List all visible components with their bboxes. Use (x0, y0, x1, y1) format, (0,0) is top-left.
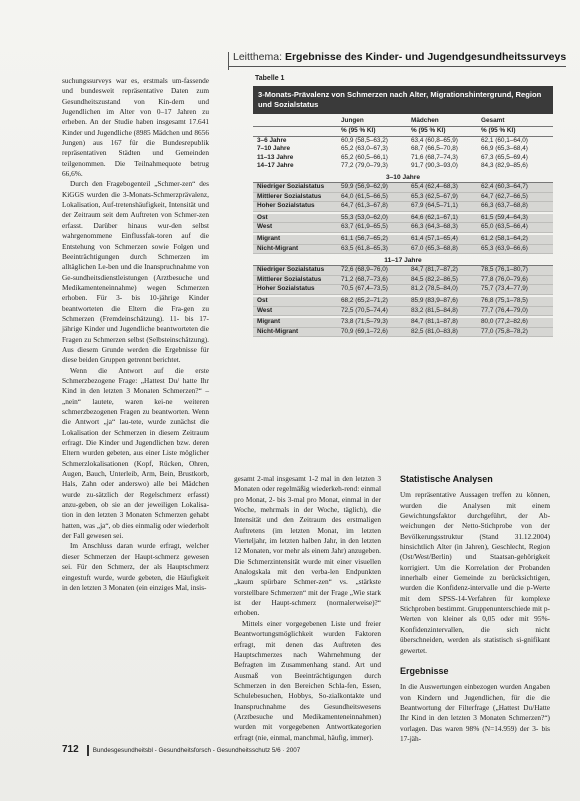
header-cell: Jungen (341, 117, 364, 124)
table-row (253, 162, 553, 171)
table-cell: 71,2 (68,7–73,6) (341, 275, 388, 283)
table-cell: 83,2 (81,5–84,8) (411, 306, 458, 314)
page-footer (62, 744, 562, 756)
table-row (253, 235, 553, 245)
table-cell: 64,0 (61,5–66,5) (341, 192, 388, 200)
table-cell: Hoher Sozialstatus (257, 285, 315, 293)
table-cell: 85,9 (83,9–87,6) (411, 296, 458, 304)
table-cell: 84,7 (81,1–87,8) (411, 318, 458, 326)
paragraph: Mittels einer vorgegebenen Liste und freier Beantwortungsmöglichkeit wurden Faktoren erfragt, mit denen das Auftreten des Hauptschmerzes nach Wahrnehmung der Befragten im Zusammenhang stand. Art und Ausmaß von Beeinträchtigungen durch Schmerzen in den Bereichen Schla-fen, Essen, Schulebesuchen, Hobbys, So-zialkontakte und Inanspruchnahme des Gesundheitswesens (Arztbesuche und Medikamenteneinnahmen) wurden mit vorgegebenen Antwortkategorien erfragt (nie, einmal, manchmal, häufig, immer). (234, 618, 381, 742)
table-cell: 61,4 (57,1–65,4) (411, 234, 458, 242)
table-cell: 80,0 (77,2–82,6) (481, 318, 528, 326)
table-cell: 62,1 (60,1–64,0) (481, 136, 528, 144)
table-cell: 72,5 (70,5–74,4) (341, 306, 388, 314)
header-divider (228, 52, 229, 70)
footer-citation: Bundesgesundheitsbl - Gesundheitsforsch - Gesundheitsschutz 5/6 · 2007 (92, 747, 301, 754)
table-cell: 65,3 (63,9–66,6) (481, 244, 528, 252)
paragraph: Im Anschluss daran wurde erfragt, welcher dieser Schmerzen der Haupt-schmerz gewesen sei. Für den Schmerz, der als Hauptschmerz eingestuft wurde, wurde gebeten, die Häufigkeit in den letzten 3 Monaten (ein einziges Mal, insis- (62, 541, 209, 592)
table-cell: 64,6 (62,1–67,1) (411, 213, 458, 221)
table-cell: Nicht-Migrant (257, 327, 299, 335)
table-row (253, 193, 553, 203)
table-cell: Nicht-Migrant (257, 244, 299, 252)
table-row (253, 297, 553, 307)
paragraph: Um repräsentative Aussagen treffen zu können, wurden die Analysen mit einem Gewichtungsfaktor durchgeführt, der Ab-weichungen der Netto-Stichprobe von der Bevölkerungsstruktur (Stand 31.12.2004) hinsichtlich Alter (in Jahren), Geschlecht, Region (Ost/West/Berlin) und Staatsan-gehörigkeit korrigiert. Um die Korrelation der Probanden innerhalb einer Gemeinde zu berücksichtigen, wurden die Konfidenz-intervalle und die p-Werte mit dem SPSS-14-Verfahren für komplexe Stichproben bestimmt. Gruppenunterschiede mit p-Werten von kleiner als 0,05 oder mit 95%-Konfidenzintervallen, die sich nicht überschneiden, werden als statistisch si-gnifikant gewertet. (400, 490, 550, 655)
table-row (253, 137, 553, 146)
table-cell: 65,4 (62,4–68,3) (411, 182, 458, 190)
header-cell: Mädchen (411, 117, 439, 124)
table-1 (253, 72, 553, 339)
header-cell: Gesamt (481, 117, 505, 124)
table-header (253, 114, 553, 127)
table-cell: Ost (257, 296, 268, 304)
table-row (253, 328, 553, 338)
subheader-cell: % (95 % KI) (411, 127, 446, 134)
table-cell: West (257, 306, 273, 314)
table-row (253, 318, 553, 328)
table-cell: Mittlerer Sozialstatus (257, 275, 322, 283)
table-cell: 73,8 (71,5–79,3) (341, 318, 388, 326)
row-block (253, 137, 553, 171)
table-row (253, 154, 553, 163)
group-heading: 3–10 Jahre (253, 173, 553, 183)
paragraph: suchungssurveys war es, erstmals um-fassende und bundesweit repräsentative Daten zum Gesundheitszustand von Kin-dern und Jugendlichen im Alter von 0–17 Jahren zu erheben. An der Studie haben insgesamt 17.641 Kinder und Jugendliche (8985 Mädchen und 8656 Jungen) aus 167 für die Bundesrepublik repräsentativen Städten und Gemeinden teilgenommen. Die Teilnahmequote betrug 66,6%. (62, 76, 209, 179)
header-rule (228, 66, 566, 67)
table-cell: 72,6 (68,9–76,0) (341, 266, 388, 274)
table-cell: 66,3 (63,7–68,8) (481, 202, 528, 210)
table-cell: 61,2 (58,1–64,2) (481, 234, 528, 242)
table-row (253, 245, 553, 255)
table-cell: Ost (257, 213, 268, 221)
header-cell (253, 117, 341, 124)
table-cell: 82,5 (81,0–83,8) (411, 327, 458, 335)
table-cell: 84,5 (82,2–86,5) (411, 275, 458, 283)
table-cell: 66,9 (65,3–68,4) (481, 145, 528, 153)
table-row (253, 202, 553, 212)
paragraph: Wenn die Antwort auf die erste Schmerzbezogene Frage: „Hattest Du/ hatte Ihr Kind in den letzten 3 Monaten Schmerzen?“ – „nein“ lautete, waren kei-ne weiteren schmerzbezogenen Fragen zu beantworten. Wenn die Antwort „ja“ lau-tete, wurde zunächst die Lokalisation der Schmerzen in diesem Zeitraum erfragt. Die Kinder und Jugendlichen bzw. deren Eltern wurden gebeten, aus einer Liste möglicher Schmerzlokalisationen (Kopf, Rücken, Ohren, Augen, Bauch, Unterleib, Arm, Bein, Brustkorb, Hals, Zahn oder anderswo) alle bei Mädchen wurde zu-sätzlich der Regelschmerz erfasst) anzu-geben, ob sie an der jeweiligen Lokalisa-tion in den letzten 3 Monaten Schmerzen gehabt hatten, was „ja“, ob dies einmalig oder wiederholt der Fall gewesen sei. (62, 365, 209, 541)
table-cell: 67,9 (64,5–71,1) (411, 202, 458, 210)
table-row (253, 145, 553, 154)
header-title: Ergebnisse des Kinder- und Jugendgesundheitssurveys (284, 51, 567, 63)
table-row (253, 285, 553, 295)
table-cell: 84,7 (81,7–87,2) (411, 266, 458, 274)
table-title: 3-Monats-Prävalenz von Schmerzen nach Alter, Migrationshintergrund, Region und Sozialstatus (253, 86, 553, 114)
table-row (253, 307, 553, 317)
table-cell: Migrant (257, 318, 281, 326)
group-heading: 11–17 Jahre (253, 256, 553, 266)
table-cell: 75,7 (73,4–77,9) (481, 285, 528, 293)
table-row (253, 214, 553, 224)
table-cell: 67,3 (65,5–69,4) (481, 153, 528, 161)
table-cell: 62,4 (60,3–64,7) (481, 182, 528, 190)
table-row (253, 276, 553, 286)
table-cell: 70,9 (69,1–72,6) (341, 327, 388, 335)
section-heading: Ergebnisse (400, 665, 449, 676)
table-cell: 67,0 (65,3–68,8) (411, 244, 458, 252)
table-cell: 68,2 (65,2–71,2) (341, 296, 388, 304)
table-cell: 77,7 (76,4–79,0) (481, 306, 528, 314)
table-cell: 81,2 (78,5–84,0) (411, 285, 458, 293)
table-cell: 77,8 (76,0–79,6) (481, 275, 528, 283)
table-cell: 65,2 (63,0–67,3) (341, 145, 388, 153)
table-cell: 63,7 (61,9–65,5) (341, 223, 388, 231)
paragraph: In die Auswertungen einbezogen wurden Angaben von Kindern und Jugendlichen, für die die Beantwortung der Filterfrage („Hattest Du/Hatte Ihr Kind in den letzten 3 Monaten Schmerzen?“) vorlagen. Das waren 98% (N=14.959) der 3- bis 17-jäh- (400, 682, 550, 743)
row-block (253, 266, 553, 295)
table-label: Tabelle 1 (255, 75, 285, 82)
table-cell: 77,0 (75,8–78,2) (481, 327, 528, 335)
footer-bar (87, 745, 89, 756)
table-cell: 71,6 (68,7–74,3) (411, 153, 458, 161)
table-cell: Niedriger Sozialstatus (257, 266, 325, 274)
table-subheader (253, 127, 553, 137)
table-cell: 65,3 (62,5–67,9) (411, 192, 458, 200)
row-block (253, 235, 553, 254)
section-heading: Statistische Analysen (400, 474, 493, 484)
paragraph: Durch den Fragebogenteil „Schmer-zen“ des KiGGS wurden die 3-Monats-Schmerzprävalenz, Lokalisation, Auf-tretenshäufigkeit, Intensität und der Zeitraum seit dem Auftreten von Schmer-zen erfasst. Darüber hinaus wur-den selbst wahrgenommene Einflussfak-toren auf die Entstehung von Schmerzen sowie Folgen und Beeinträchtigungen durch Schmerzen im alltäglichen Le-ben und die Inanspruchnahme von Ge-sundheitsdienstleistungen (Arztbesuche und Medikamenteneinnahme) wegen Schmerzen erhoben. Für 3- bis 10-jährige Kinder beantworteten die Eltern die Fra-gen zu Schmerzen (Fremdeinschätzung). 11- bis 17-jährige Kinder und Jugendliche beantworteten die Fragen zu Schmerzen selbst (Selbsteinschätzung). Aus diesem Grunde werden die Ergebnisse für diese beiden Gruppen getrennt berichtet. (62, 179, 209, 365)
table-cell: 84,3 (82,9–85,6) (481, 162, 528, 170)
table-cell: 91,7 (90,3–93,0) (411, 162, 458, 170)
table-cell: 3–6 Jahre (257, 136, 287, 144)
subheader-cell: % (95 % KI) (341, 127, 376, 134)
row-gap (253, 337, 553, 339)
table-row (253, 183, 553, 193)
table-cell: 76,8 (75,1–78,5) (481, 296, 528, 304)
table-cell: 66,3 (64,3–68,3) (411, 223, 458, 231)
row-block (253, 214, 553, 233)
text-column-left (62, 76, 209, 593)
table-cell: 65,0 (63,5–66,4) (481, 223, 528, 231)
table-cell: Hoher Sozialstatus (257, 202, 315, 210)
table-cell: 64,7 (62,7–66,5) (481, 192, 528, 200)
table-cell: 65,2 (60,5–66,1) (341, 153, 388, 161)
row-block (253, 297, 553, 316)
row-block (253, 318, 553, 337)
table-cell: 55,3 (53,0–62,0) (341, 213, 388, 221)
text-column-middle (234, 474, 381, 743)
table-cell: 7–10 Jahre (257, 145, 291, 153)
page-number: 712 (62, 744, 79, 755)
table-cell: 78,5 (76,1–80,7) (481, 266, 528, 274)
table-cell: 59,9 (56,9–62,9) (341, 182, 388, 190)
table-cell: 14–17 Jahre (257, 162, 294, 170)
table-cell: 60,9 (58,5–63,2) (341, 136, 388, 144)
subheader-cell (253, 127, 341, 136)
table-cell: 61,1 (56,7–65,2) (341, 234, 388, 242)
age-rows (253, 137, 553, 173)
header-prefix: Leitthema: (233, 51, 283, 63)
table-cell: 64,7 (61,3–67,8) (341, 202, 388, 210)
text-column-right (400, 474, 550, 744)
table-cell: 63,4 (60,8–65,9) (411, 136, 458, 144)
group-3-10 (253, 173, 553, 256)
row-block (253, 183, 553, 212)
table-cell: Mittlerer Sozialstatus (257, 192, 322, 200)
group-11-17 (253, 256, 553, 339)
table-cell: Migrant (257, 234, 281, 242)
table-cell: 63,5 (61,8–65,3) (341, 244, 388, 252)
table-cell: 77,2 (79,0–79,3) (341, 162, 388, 170)
subheader-cell: % (95 % KI) (481, 127, 516, 134)
table-cell: 70,5 (67,4–73,5) (341, 285, 388, 293)
paragraph: gesamt 2-mal insgesamt 1-2 mal in den letzten 3 Monaten oder regelmäßig wiederkeh-rend: einmal pro Monat, 2- bis 3-mal pro Monat, einmal in der Woche, mehrmals in der Woche, täglich), die Intensität und den Zeitraum des erstmaligen Auftretens (im letzten Monat, im letzten Vierteljahr, im letzten halben Jahr, in den letzten 12 Monaten, vor mehr als einem Jahr) anzugeben. Die Schmerzintensität wurde mit einer visuellen Analogskala mit den verba-len Endpunkten „kaum spürbare Schmer-zen“ vs. „stärkste vorstellbare Schmerzen“ mit der Frage „Wie stark ist der Haupt-schmerz (normalerweise)?“ erhoben. (234, 474, 381, 618)
table-cell: 61,5 (59,4–64,3) (481, 213, 528, 221)
table-cell: Niedriger Sozialstatus (257, 182, 325, 190)
table-row (253, 266, 553, 276)
table-cell: 11–13 Jahre (257, 153, 294, 161)
table-cell: West (257, 223, 273, 231)
table-row (253, 223, 553, 233)
table-cell: 68,7 (66,5–70,8) (411, 145, 458, 153)
